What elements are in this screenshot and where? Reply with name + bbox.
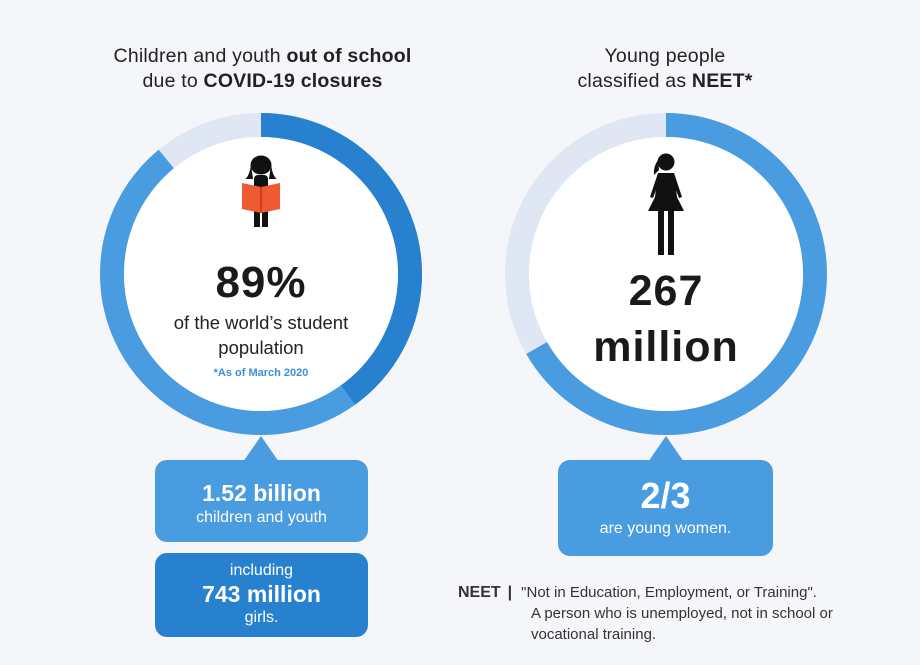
left-inner-text [130,258,392,379]
callout-two-thirds: 2/3 are young women. [558,460,773,556]
neet-separator: | [507,584,513,601]
number-million: million [593,323,739,371]
right-callout-pointer [648,436,684,462]
left-desc-line2: population [218,337,304,358]
neet-line1: "Not in Education, Employment, or Training". [521,584,817,601]
left-desc-line1: of the world’s student [173,312,349,333]
right-inner-text [540,266,792,372]
left-callout-pointer [243,436,279,462]
neet-line3: vocational training. [531,626,657,643]
as-of-note: *As of March 2020 [213,367,309,379]
left-heading: Children and youth out of school due to COVID-19 closures [113,45,412,92]
neet-footnote [458,582,908,645]
right-heading: Young people classified as NEET* [577,45,753,92]
callout-1-52-billion: 1.52 billion children and youth [155,460,368,542]
callout-743-million: including 743 million girls. [155,553,368,637]
neet-term: NEET [458,584,501,601]
number-267: 267 [628,267,704,315]
neet-line2: A person who is unemployed, not in school or [531,605,833,622]
percent-value: 89% [215,258,307,307]
